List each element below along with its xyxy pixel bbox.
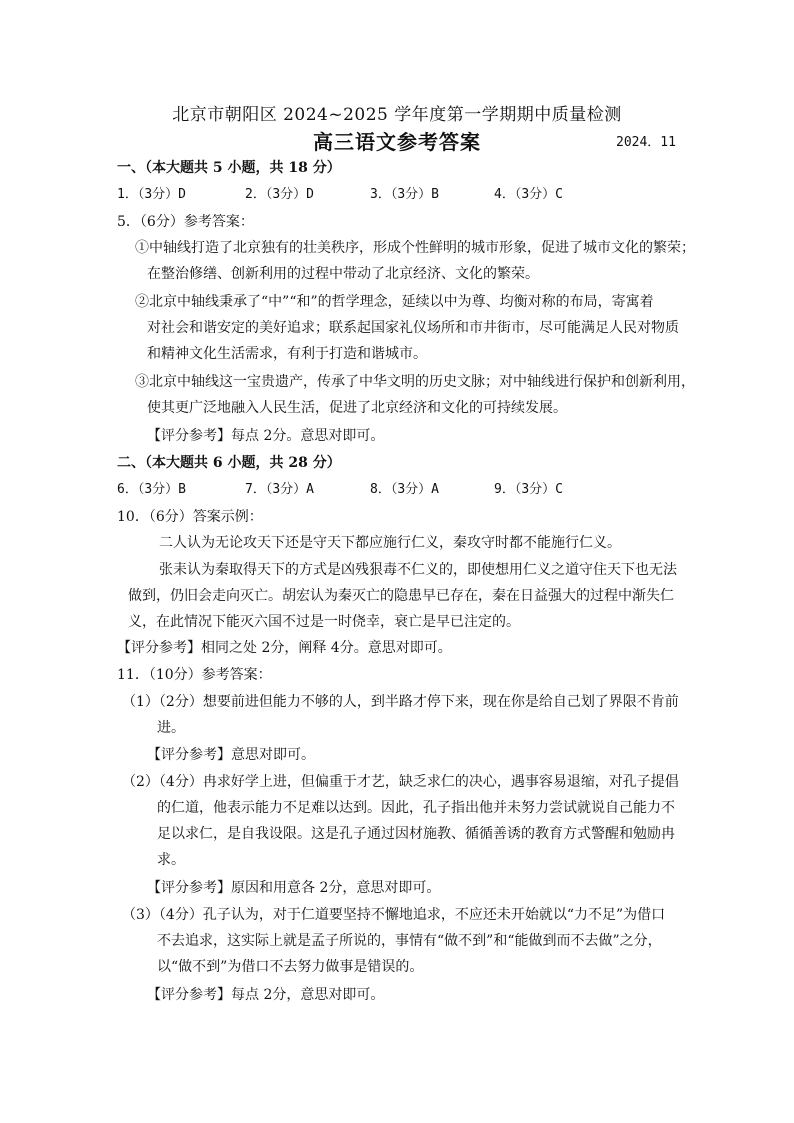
document-title: 高三语文参考答案 <box>313 130 481 154</box>
q5-line: 在整治修缮、创新利用的过程中带动了北京经济、文化的繁荣。 <box>147 266 539 282</box>
q11-line: 以“做不到”为借口不去努力做事是错误的。 <box>157 959 424 975</box>
q11-line: （2）（4分）冉求好学上进，但偏重于才艺，缺乏求仁的决心，遇事容易退缩，对孔子提倡 <box>122 774 679 790</box>
q10-line: 做到，仍旧会走向灭亡。胡宏认为秦灭亡的隐患早已存在，秦在日益强大的过程中渐失仁 <box>128 588 674 604</box>
answer-q8: 8．（3分）A <box>370 482 439 497</box>
section-2-heading: 二、（本大题共 6 小题，共 28 分） <box>117 455 341 471</box>
q11-line: （1）（2分）想要前进但能力不够的人，到半路才停下来，现在你是给自己划了界限不肯前 <box>122 694 679 710</box>
section-1-heading: 一、（本大题共 5 小题，共 18 分） <box>117 160 341 176</box>
answer-q2: 2．（3分）D <box>245 187 314 202</box>
q11-line: （3）（4分）孔子认为，对于仁道要坚持不懈地追求，不应还未开始就以“力不足”为借口 <box>122 907 666 923</box>
answer-q7: 7．（3分）A <box>245 482 314 497</box>
exam-title: 北京市朝阳区 2024~2025 学年度第一学期期中质量检测 <box>172 105 622 125</box>
q11-line: 不去追求，这实际上就是孟子所说的，事情有“做不到”和“能做到而不去做”之分， <box>157 933 662 949</box>
q10-line: 义，在此情况下能灭六国不过是一时侥幸，衰亡是早已注定的。 <box>128 614 520 630</box>
q11-scoring: 【评分参考】每点 2分，意思对即可。 <box>147 987 385 1003</box>
q11-scoring: 【评分参考】意思对即可。 <box>147 747 315 763</box>
q5-line: 和精神文化生活需求，有利于打造和谐城市。 <box>147 346 427 362</box>
q11-line: 进。 <box>157 720 185 736</box>
answer-q4: 4．（3分）C <box>494 187 563 202</box>
q10-scoring: 【评分参考】相同之处 2分，阐释 4分。意思对即可。 <box>117 640 452 656</box>
document-date: 2024．11 <box>616 135 676 150</box>
q11-line: 的仁道，他表示能力不足难以达到。因此，孔子指出他并未努力尝试就说自己能力不 <box>157 800 675 816</box>
q5-scoring: 【评分参考】每点 2分。意思对即可。 <box>147 428 385 444</box>
answer-q1: 1．（3分）D <box>117 187 186 202</box>
q11-title: 11．（10分）参考答案： <box>117 667 272 683</box>
q11-line: 求。 <box>157 852 185 868</box>
answer-q6: 6．（3分）B <box>117 482 186 497</box>
q11-scoring: 【评分参考】原因和用意各 2分，意思对即可。 <box>147 880 441 896</box>
answer-q3: 3．（3分）B <box>370 187 439 202</box>
q5-line: 对社会和谐安定的美好追求；联系起国家礼仪场所和市井街市，尽可能满足人民对物质 <box>147 320 679 336</box>
q5-title: 5．（6分）参考答案： <box>117 214 254 230</box>
q5-line: ③北京中轴线这一宝贵遗产，传承了中华文明的历史文脉；对中轴线进行保护和创新利用， <box>135 374 695 390</box>
q5-line: 使其更广泛地融入人民生活，促进了北京经济和文化的可持续发展。 <box>147 400 567 416</box>
q10-line: 张耒认为秦取得天下的方式是凶残狠毒不仁义的，即使想用仁义之道守住天下也无法 <box>159 562 677 578</box>
answer-q9: 9．（3分）C <box>494 482 563 497</box>
q5-line: ①中轴线打造了北京独有的壮美秩序，形成个性鲜明的城市形象，促进了城市文化的繁荣； <box>135 240 695 256</box>
q10-title: 10．（6分）答案示例： <box>117 509 263 525</box>
q10-line: 二人认为无论攻天下还是守天下都应施行仁义，秦攻守时都不能施行仁义。 <box>159 535 621 551</box>
q5-line: ②北京中轴线秉承了“中”“和”的哲学理念，延续以中为尊、均衡对称的布局，寄寓着 <box>135 294 654 310</box>
q11-line: 足以求仁，是自我设限。这是孔子通过因材施教、循循善诱的教育方式警醒和勉励冉 <box>157 826 675 842</box>
